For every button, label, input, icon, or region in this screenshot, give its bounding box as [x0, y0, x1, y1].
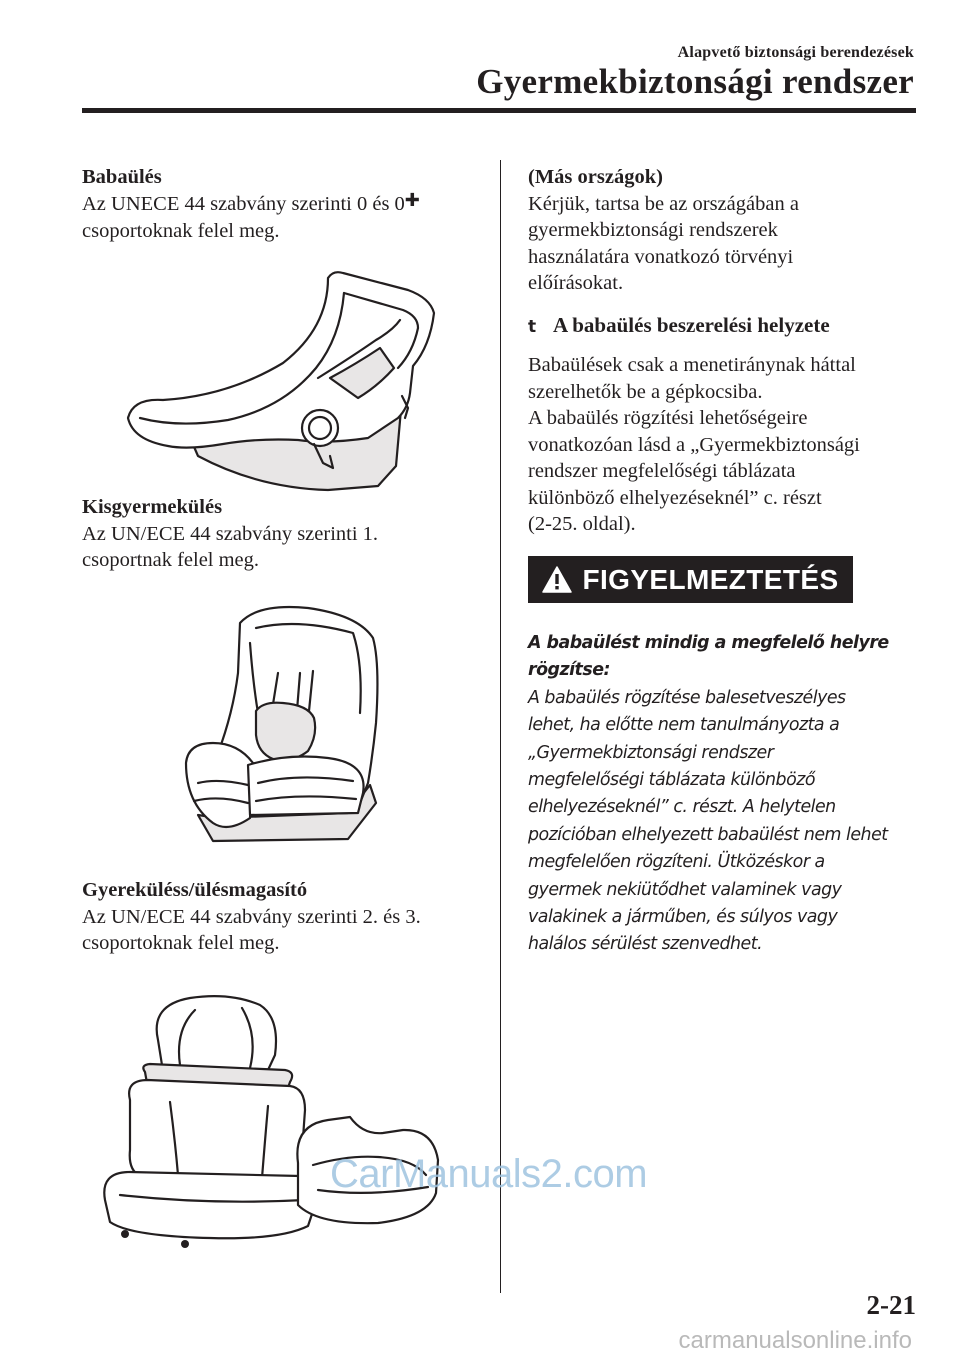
body-line: különböző elhelyezéseknél” c. részt: [528, 486, 822, 509]
warning-line: gyermek nekiütődhet valaminek vagy: [528, 879, 842, 900]
body-line: vonatkozóan lásd a „Gyermekbiztonsági: [528, 433, 860, 456]
warning-label: FIGYELMEZTETÉS: [582, 563, 839, 595]
infant-seat-illustration: [118, 268, 438, 496]
installation-body: [528, 352, 918, 538]
junior-seat-illustration: [100, 990, 320, 1250]
infant-seat-text: [82, 164, 482, 245]
warning-line: megfelelően rögzíteni. Ütközéskor a: [528, 852, 825, 873]
child-seat-line-1: Az UN/ECE 44 szabvány szerinti 1.: [82, 522, 379, 545]
body-line: rendszer megfelelőségi táblázata: [528, 460, 796, 482]
warning-line: A babaülés rögzítése balesetveszélyes: [528, 687, 846, 708]
junior-seat-heading: Gyereküléss/ülésmagasító: [82, 879, 308, 901]
warning-triangle-icon: [542, 566, 572, 593]
section-heading: [528, 313, 918, 338]
warning-body: [528, 630, 923, 959]
warning-line: megfelelőségi táblázata különböző: [528, 770, 815, 791]
body-line: A babaülés rögzítési lehetőségeire: [528, 407, 808, 429]
infant-seat-line-2: csoportoknak felel meg.: [82, 220, 280, 242]
warning-line: „Gyermekbiztonsági rendszer: [528, 742, 774, 763]
section-title: A babaülés beszerelési helyzete: [553, 313, 830, 337]
child-seat-illustration: [158, 603, 380, 851]
other-countries-line: használatára vonatkozó törvényi: [528, 245, 794, 268]
child-seat-line-2: csoportnak felel meg.: [82, 549, 260, 571]
infant-seat-desc: Az UNECE 44 szabvány szerinti 0 és 0: [82, 192, 405, 215]
body-line: Babaülések csak a menetiránynak háttal: [528, 354, 856, 376]
warning-line: valakinek a járműben, és súlyos vagy: [528, 907, 838, 928]
site-watermark: carmanualsonline.info: [678, 1327, 912, 1354]
header-subtitle: Alapvető biztonsági berendezések: [677, 44, 914, 61]
child-seat-text: [82, 494, 482, 574]
warning-line: halálos sérülést szenvedhet.: [528, 934, 763, 955]
warning-banner: [528, 556, 853, 603]
page-title: Gyermekbiztonsági rendszer: [476, 62, 914, 101]
column-divider: [500, 160, 501, 1293]
header-rule: [82, 108, 916, 113]
watermark-logo: CarManuals2.com: [330, 1152, 648, 1196]
child-seat-heading: Kisgyermekülés: [82, 496, 223, 518]
warning-line: elhelyezéseknél” c. részt. A helytelen: [528, 797, 836, 818]
warning-bold-line: [528, 630, 923, 657]
junior-seat-line-1: Az UN/ECE 44 szabvány szerinti 2. és 3.: [82, 905, 421, 928]
junior-seat-text: [82, 877, 482, 957]
page-number: 2-21: [866, 1290, 916, 1320]
warning-bold-line: [528, 657, 923, 684]
section-marker-icon: t: [528, 317, 537, 337]
warning-line: lehet, ha előtte nem tanulmányozta a: [528, 715, 840, 736]
infant-seat-line-1: [82, 191, 482, 219]
body-line: szerelhetők be a gépkocsiba.: [528, 380, 763, 403]
infant-seat-heading: Babaülés: [82, 166, 162, 188]
other-countries-heading: (Más országok): [528, 166, 663, 188]
other-countries-line: előírásokat.: [528, 272, 624, 294]
plus-icon: ✚: [404, 189, 420, 211]
body-line: (2-25. oldal).: [528, 513, 636, 535]
other-countries-block: [528, 164, 918, 297]
other-countries-line: gyermekbiztonsági rendszerek: [528, 219, 778, 241]
warning-bold-text: A babaülést mindig a megfelelő helyre: [528, 633, 889, 653]
junior-seat-line-2: csoportoknak felel meg.: [82, 932, 280, 954]
warning-line: pozícióban elhelyezett babaülést nem lehet: [528, 824, 888, 845]
warning-bold-text: rögzítse:: [528, 660, 610, 681]
other-countries-line: Kérjük, tartsa be az országában a: [528, 192, 799, 215]
